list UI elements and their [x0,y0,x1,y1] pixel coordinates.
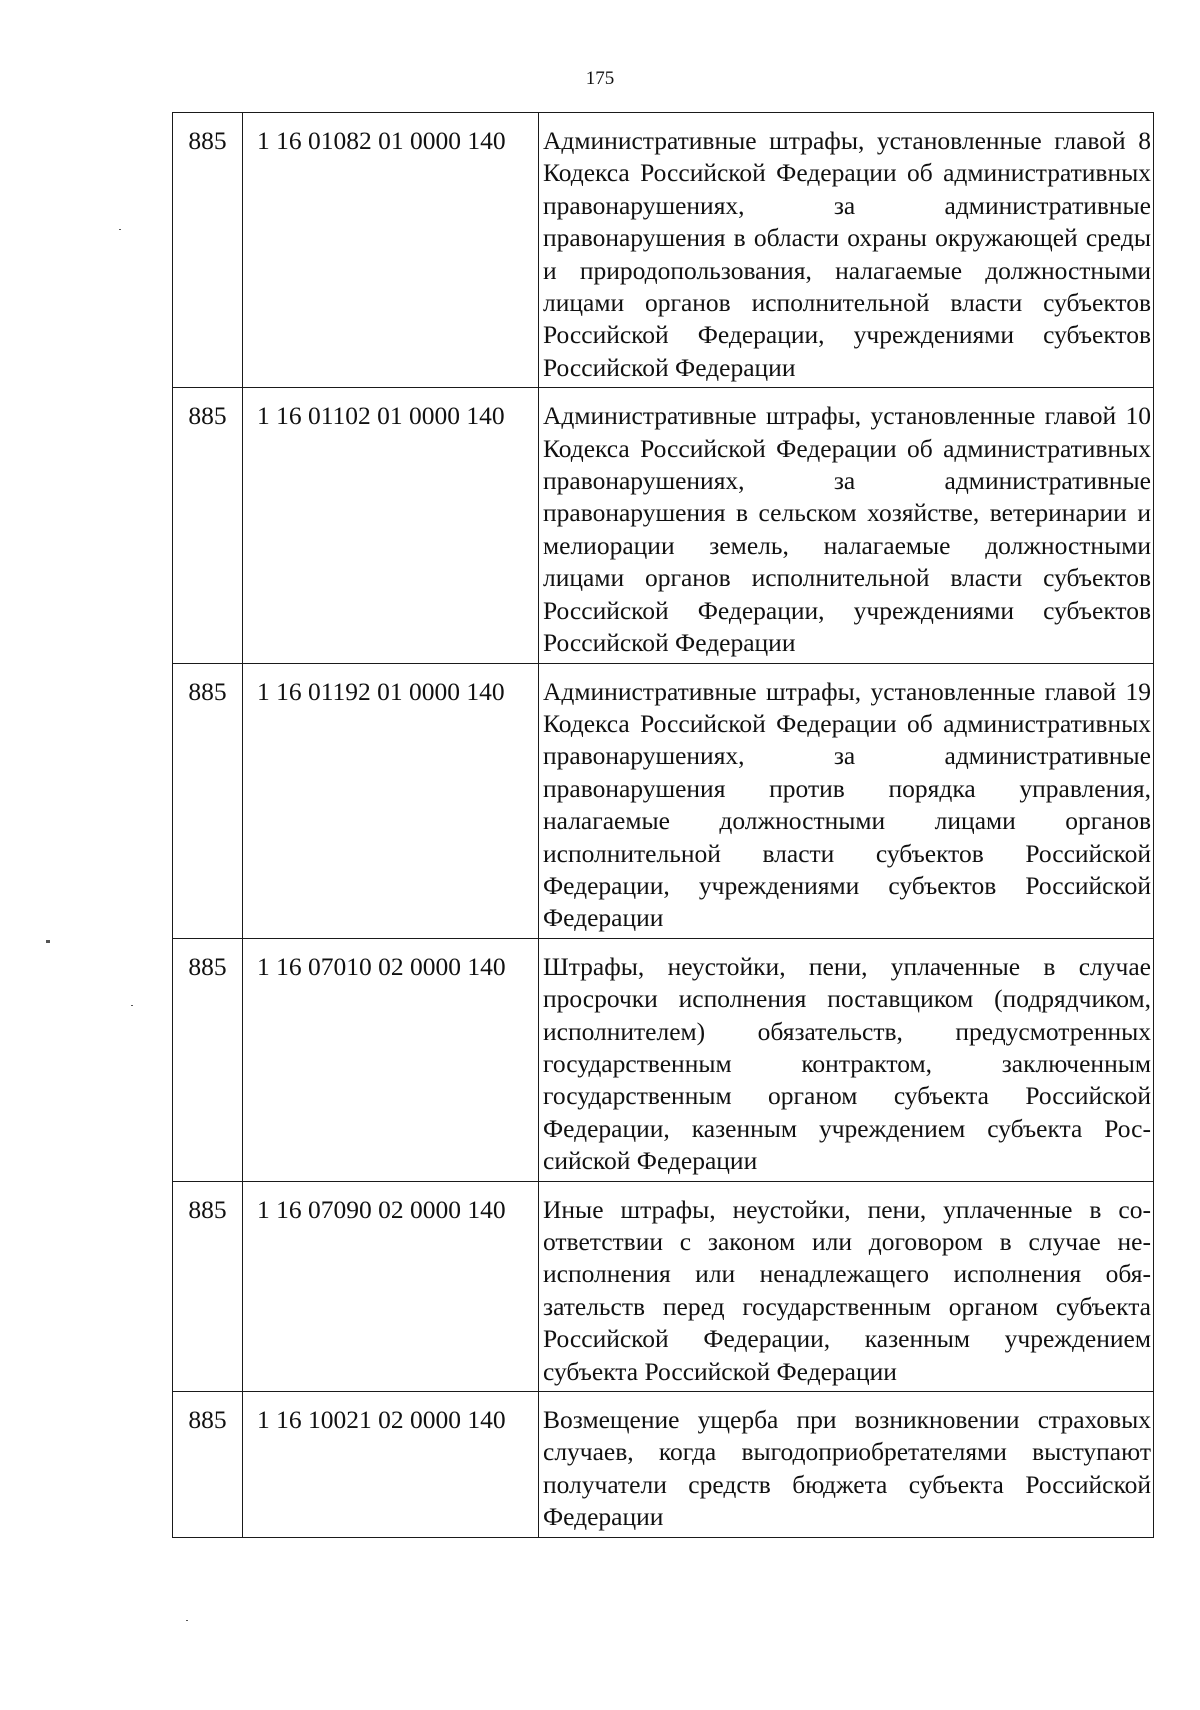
table-row [173,1392,1154,1538]
scan-margin-mark [46,940,50,943]
administrator-code-cell: 885 [173,388,243,663]
administrator-code-cell: 885 [173,1181,243,1391]
budget-classification-code-cell: 1 16 10021 02 0000 140 [243,1392,539,1538]
revenue-name-cell: Штрафы, неустойки, пени, уплаченные в случае просрочки исполнения поставщиком (подрядчиком, исполнителем) обязательств, предусмотренных государственным контрактом, заключенным государственным органом субъекта Российской Федерации, казенным учреждением субъекта Российской Федерации [539,938,1154,1181]
budget-classification-code-cell: 1 16 01192 01 0000 140 [243,663,539,938]
scan-margin-mark [119,229,121,230]
budget-classification-code-cell: 1 16 07090 02 0000 140 [243,1181,539,1391]
table-row [173,938,1154,1181]
administrator-code-cell: 885 [173,113,243,388]
budget-classification-code-cell: 1 16 07010 02 0000 140 [243,938,539,1181]
table-row [173,663,1154,938]
budget-classification-code-cell: 1 16 01102 01 0000 140 [243,388,539,663]
table-row [173,113,1154,388]
revenue-name-cell: Иные штрафы, неустойки, пени, уплаченные в соответствии с законом или договором в случае неисполнения или ненадлежащего исполнения обязательств перед государственным органом субъекта Российской Федерации, казенным учреждением субъекта Российской Федерации [539,1181,1154,1391]
revenue-name-cell: Административные штрафы, установленные главой 8 Кодекса Российской Федерации об административных правонарушениях, за административные правонарушения в области охраны окружающей среды и природопользования, налагаемые должностными лицами органов исполнительной власти субъектов Российской Федерации, учреждениями субъектов Российской Федерации [539,113,1154,388]
administrator-code-cell: 885 [173,938,243,1181]
page-number: 175 [585,68,615,89]
table-row [173,1181,1154,1391]
scan-margin-mark [131,1005,133,1006]
scan-margin-mark [186,1620,188,1621]
budget-codes-table [172,112,1154,1538]
administrator-code-cell: 885 [173,1392,243,1538]
administrator-code-cell: 885 [173,663,243,938]
revenue-name-cell: Возмещение ущерба при возникновении страховых случаев, когда выгодоприобретателями выступают получатели средств бюджета субъекта Российской Федерации [539,1392,1154,1538]
revenue-name-cell: Административные штрафы, установленные главой 10 Кодекса Российской Федерации об административных правонарушениях, за административные правонарушения в сельском хозяйстве, ветеринарии и мелиорации земель, налагаемые должностными лицами органов исполнительной власти субъектов Российской Федерации, учреждениями субъектов Российской Федерации [539,388,1154,663]
budget-classification-code-cell: 1 16 01082 01 0000 140 [243,113,539,388]
revenue-name-cell: Административные штрафы, установленные главой 19 Кодекса Российской Федерации об административных правонарушениях, за административные правонарушения против порядка управления, налагаемые должностными лицами органов исполнительной власти субъектов Российской Федерации, учреждениями субъектов Российской Федерации [539,663,1154,938]
table-row [173,388,1154,663]
